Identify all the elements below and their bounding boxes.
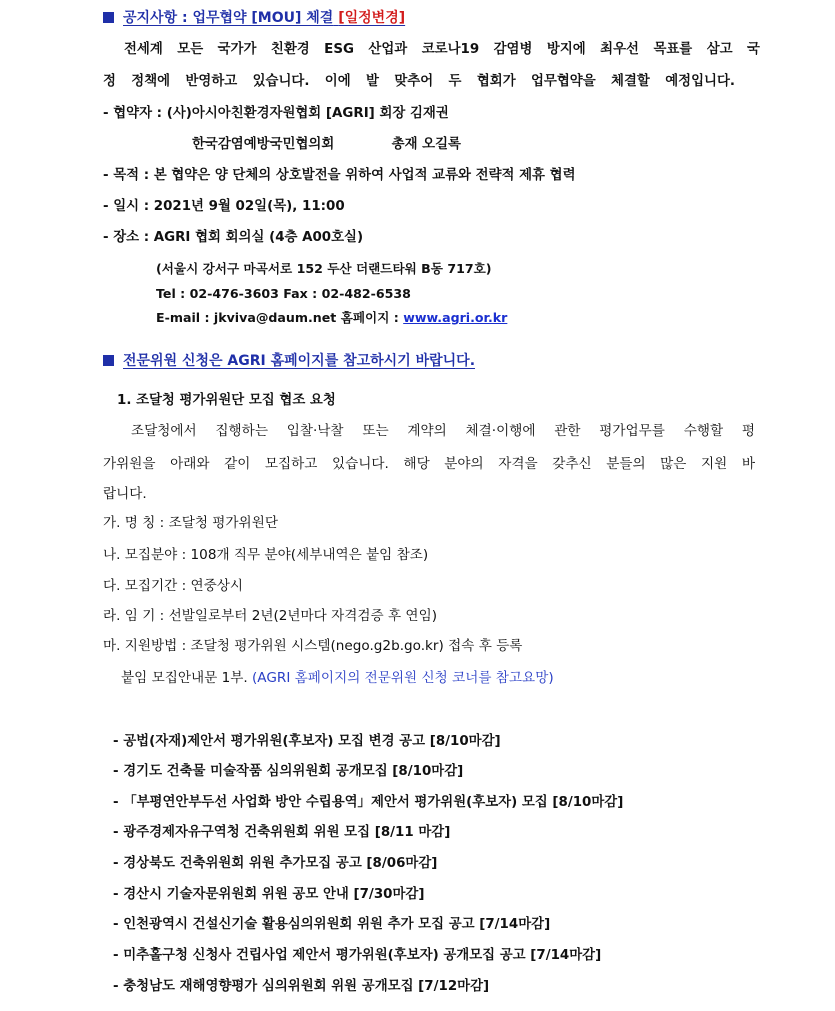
attachment-row bbox=[121, 669, 554, 687]
tel-row: Tel : 02-476-3603 Fax : 02-482-6538 bbox=[156, 286, 411, 301]
homepage-link[interactable]: www.agri.or.kr bbox=[403, 310, 508, 325]
expert-body-line-3: 랍니다. bbox=[103, 486, 147, 502]
announcement-item[interactable]: - 경산시 기술자문위원회 위원 공모 안내 [7/30마감] bbox=[113, 887, 425, 902]
square-bullet-icon bbox=[103, 12, 114, 23]
expert-body-line-2: 가위원을 아래와 같이 모집하고 있습니다. 해당 분야의 자격을 갖추신 분들의 많은 지원 바 bbox=[103, 456, 755, 472]
announcement-item[interactable]: - 미추홀구청 신청사 건립사업 제안서 평가위원(후보자) 공개모집 공고 [7/14마감] bbox=[113, 948, 602, 963]
schedule-change-tag: [일정변경] bbox=[338, 10, 406, 26]
announcement-item[interactable]: - 경기도 건축물 미술작품 심의위원회 공개모집 [8/10마감] bbox=[113, 764, 464, 779]
attachment-note: (AGRI 홈페이지의 전문위원 신청 코너를 참고요망) bbox=[252, 670, 554, 686]
announcement-item[interactable]: - 「부평연안부두선 사업화 방안 수립용역」제안서 평가위원(후보자) 모집 [8/10마감] bbox=[113, 795, 624, 810]
purpose-row: - 목적 : 본 협약은 양 단체의 상호발전을 위하여 사업적 교류와 전략적 제휴 협력 bbox=[103, 168, 576, 183]
announcement-item[interactable]: - 광주경제자유구역청 건축위원회 위원 모집 [8/11 마감] bbox=[113, 825, 451, 840]
email-row bbox=[156, 309, 507, 327]
detail-item: 가. 명 칭 : 조달청 평가위원단 bbox=[103, 515, 278, 531]
notice-heading bbox=[103, 9, 405, 27]
expert-item-title: 1. 조달청 평가위원단 모집 협조 요청 bbox=[117, 393, 336, 408]
detail-item: 나. 모집분야 : 108개 직무 분야(세부내역은 붙임 참조) bbox=[103, 547, 429, 563]
party-2-row bbox=[192, 136, 461, 154]
party-1: (사)아시아친환경자원협회 [AGRI] 회장 김재권 bbox=[166, 106, 449, 121]
expert-body-line-1: 조달청에서 집행하는 입찰·낙찰 또는 계약의 체결·이행에 관한 평가업무를 수행할 평 bbox=[131, 423, 755, 439]
email-text: E-mail : jkviva@daum.net 홈페이지 : bbox=[156, 310, 399, 325]
square-bullet-icon bbox=[103, 355, 114, 366]
datetime-row: - 일시 : 2021년 9월 02일(목), 11:00 bbox=[103, 199, 345, 214]
address-row: (서울시 강서구 마곡서로 152 두산 더랜드타워 B동 717호) bbox=[156, 261, 492, 276]
expert-heading bbox=[103, 352, 475, 370]
notice-title: 공지사항 : 업무협약 [MOU] 체결 bbox=[123, 10, 334, 26]
intro-line-2: 정 정책에 반영하고 있습니다. 이에 발 맞추어 두 협회가 업무협약을 체결할 예정입니다. bbox=[103, 74, 735, 89]
party-2-role: 총재 오길록 bbox=[391, 137, 461, 152]
detail-item: 라. 임 기 : 선발일로부터 2년(2년마다 자격검증 후 연임) bbox=[103, 608, 438, 624]
announcement-item[interactable]: - 인천광역시 건설신기술 활용심의위원회 위원 추가 모집 공고 [7/14마감] bbox=[113, 917, 551, 932]
intro-line-1: 전세계 모든 국가가 친환경 ESG 산업과 코로나19 감염병 방지에 최우선 목표를 삼고 국 bbox=[124, 42, 760, 57]
parties-row bbox=[103, 105, 449, 123]
announcement-item[interactable]: - 경상북도 건축위원회 위원 추가모집 공고 [8/06마감] bbox=[113, 856, 438, 871]
announcement-item[interactable]: - 충청남도 재해영향평가 심의위원회 위원 공개모집 [7/12마감] bbox=[113, 979, 490, 994]
attachment-text: 붙임 모집안내문 1부. bbox=[121, 670, 248, 686]
detail-item: 다. 모집기간 : 연중상시 bbox=[103, 578, 244, 594]
expert-title: 전문위원 신청은 AGRI 홈페이지를 참고하시기 바랍니다. bbox=[123, 353, 476, 369]
venue-row: - 장소 : AGRI 협회 회의실 (4층 A00호실) bbox=[103, 230, 364, 245]
detail-item: 마. 지원방법 : 조달청 평가위원 시스템(nego.g2b.go.kr) 접속 후 등록 bbox=[103, 638, 523, 654]
announcement-item[interactable]: - 공법(자재)제안서 평가위원(후보자) 모집 변경 공고 [8/10마감] bbox=[113, 734, 501, 749]
parties-label: - 협약자 : bbox=[103, 106, 163, 121]
party-2-org: 한국감염예방국민협의회 bbox=[192, 137, 335, 152]
